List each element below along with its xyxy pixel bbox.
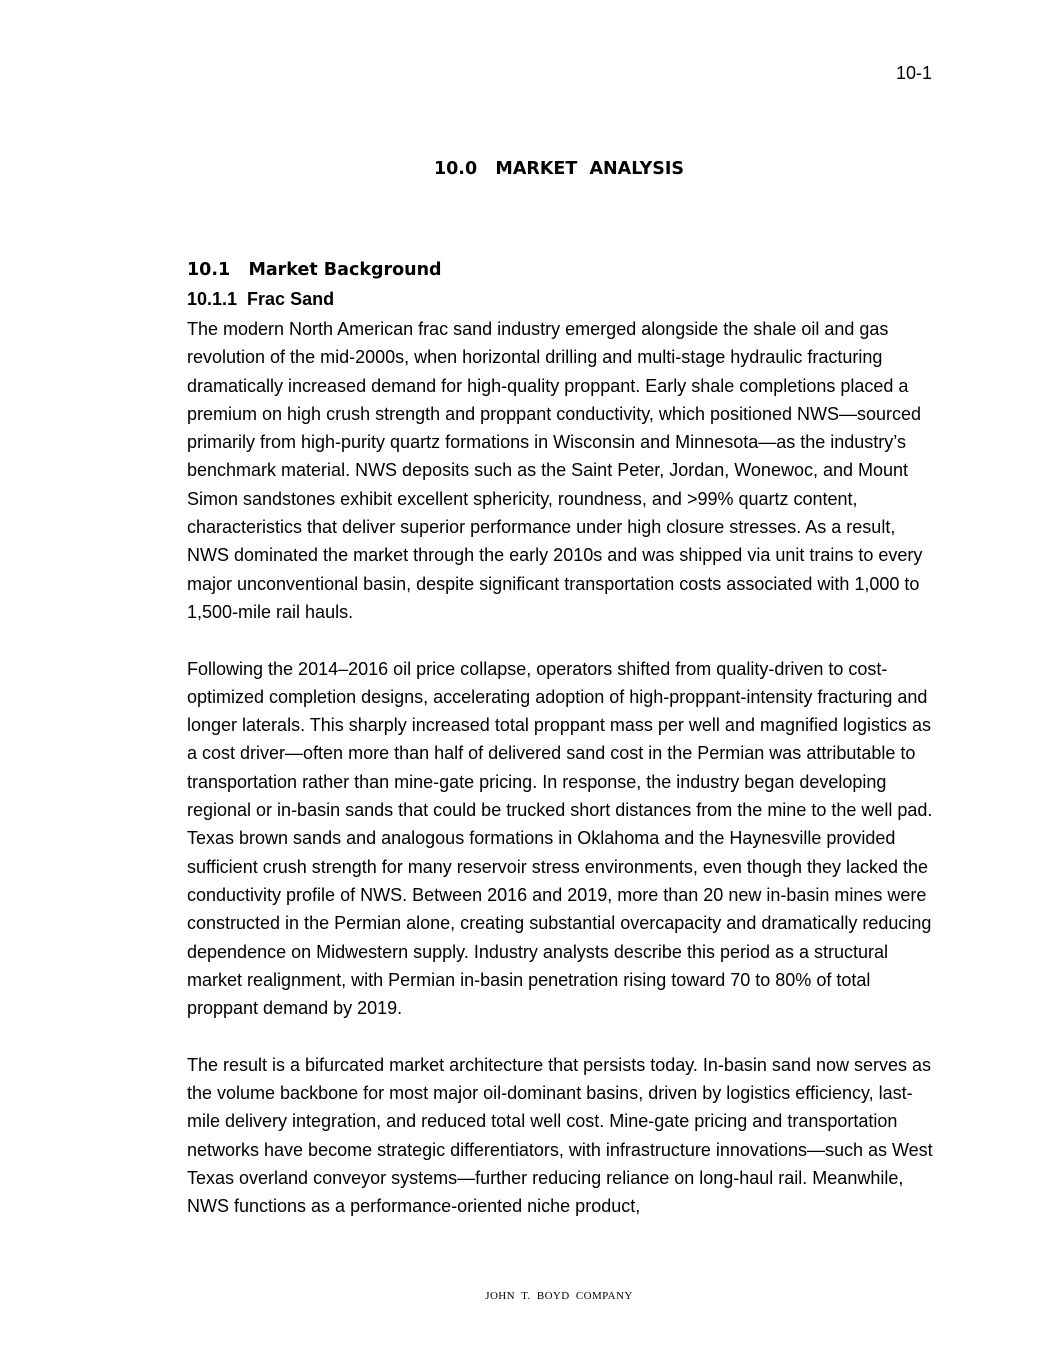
subsection-heading: 10.1.1 Frac Sand xyxy=(187,289,335,309)
body-paragraph-2: Following the 2014–2016 oil price collapse, operators shifted from quality-driven to cost-optimized completion designs, accelerating adoption of high-proppant-intensity fracturing and longer laterals. This sharply increased total proppant mass per well and magnified logistics as a cost driver—often more than half of delivered sand cost in the Permian was attributable to transportation rather than mine-gate pricing. In response, the industry began developing regional or in-basin sands that could be trucked short distances from the mine to the well pad. Texas brown sands and analogous formations in Oklahoma and the Haynesville provided sufficient crush strength for many reservoir stress environments, even though they lacked the conductivity profile of NWS. Between 2016 and 2019, more than 20 new in-basin mines were constructed in the Permian alone, creating substantial overcapacity and dramatically reducing dependence on Midwestern supply. Industry analysts describe this period as a structural market realignment, with Permian in-basin penetration rising toward 70 to 80% of total proppant demand by 2019. xyxy=(187,658,933,1019)
chapter-title: 10.0 MARKET ANALYSIS xyxy=(433,159,685,179)
section-heading: 10.1 Market Background xyxy=(187,260,442,280)
body-paragraph-3: The result is a bifurcated market architecture that persists today. In-basin sand now serves as the volume backbone for most major oil-dominant basins, driven by logistics efficiency, last-mile delivery integration, and reduced total well cost. Mine-gate pricing and transportation networks have become strategic differentiators, with infrastructure innovations—such as West Texas overland conveyor systems—further reducing reliance on long-haul rail. Meanwhile, NWS functions as a performance-oriented niche product, xyxy=(187,1054,933,1217)
footer-company-name: JOHN T. BOYD COMPANY xyxy=(485,1290,633,1302)
body-paragraph-1: The modern North American frac sand industry emerged alongside the shale oil and gas revolution of the mid-2000s, when horizontal drilling and multi-stage hydraulic fracturing dramatically increased demand for high-quality proppant. Early shale completions placed a premium on high crush strength and proppant conductivity, which positioned NWS—sourced primarily from high-purity quartz formations in Wisconsin and Minnesota—as the industry’s benchmark material. NWS deposits such as the Saint Peter, Jordan, Wonewoc, and Mount Simon sandstones exhibit excellent sphericity, roundness, and >99% quartz content, characteristics that deliver superior performance under high closure stresses. As a result, NWS dominated the market through the early 2010s and was shipped via unit trains to every major unconventional basin, despite significant transportation costs associated with 1,000 to 1,500-mile rail hauls. xyxy=(187,319,923,622)
document-body xyxy=(187,257,935,1221)
page-number: 10-1 xyxy=(895,63,932,83)
